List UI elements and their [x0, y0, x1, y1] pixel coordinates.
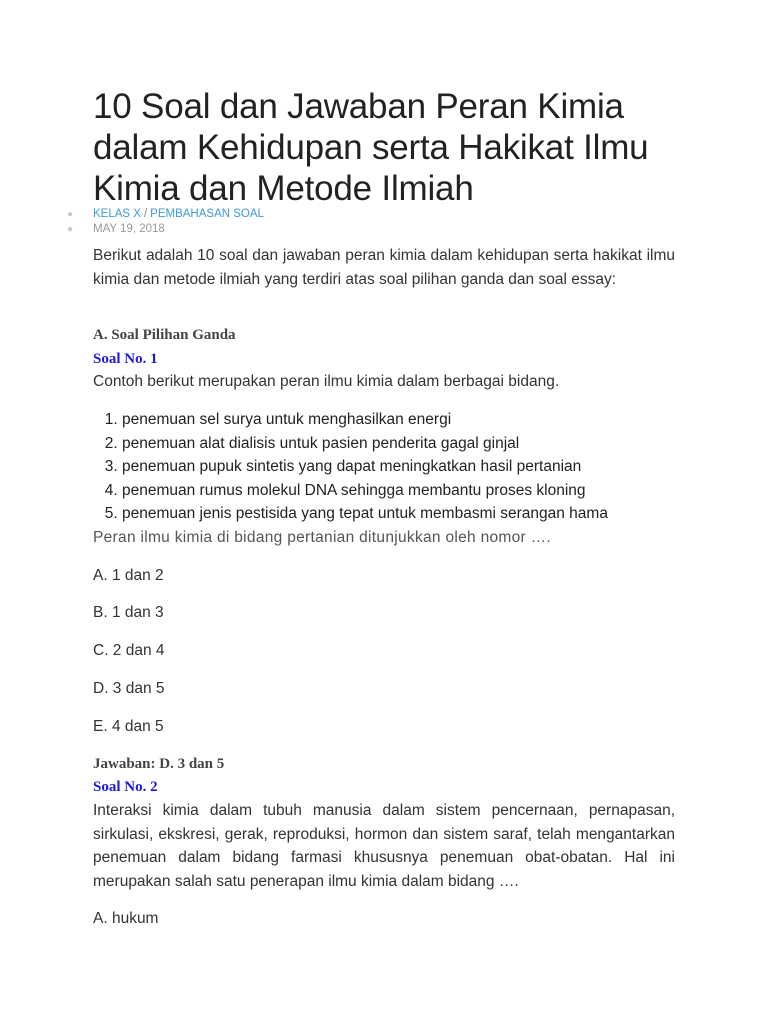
- question-1-label: Soal No. 1: [93, 351, 158, 367]
- intro-paragraph: Berikut adalah 10 soal dan jawaban peran kimia dalam kehidupan serta hakikat ilmu kimia dan metode ilmiah yang terdiri atas soal pilihan ganda dan soal essay:: [93, 247, 675, 288]
- post-date: MAY 19, 2018: [93, 223, 165, 235]
- question-2-option-a: A. hukum: [93, 910, 159, 927]
- option-b: B. 1 dan 3: [93, 604, 164, 621]
- category-link-pembahasan-soal[interactable]: PEMBAHASAN SOAL: [150, 208, 264, 220]
- option-c: C. 2 dan 4: [93, 642, 165, 659]
- article-meta: [67, 207, 667, 237]
- list-item: 2. penemuan alat dialisis untuk pasien penderita gagal ginjal: [122, 432, 608, 456]
- bullet-icon: ●: [67, 224, 74, 235]
- question-2-text: Interaksi kimia dalam tubuh manusia dalam sistem pencernaan, pernapasan, sirkulasi, ekskresi, gerak, reproduksi, hormon dan sistem saraf, telah mengantarkan penemuan dalam bidang farmasi khususnya penemuan obat-obatan. Hal ini merupakan salah satu penerapan ilmu kimia dalam bidang ….: [93, 802, 675, 890]
- question-1-text: Contoh berikut merupakan peran ilmu kimia dalam berbagai bidang.: [93, 373, 560, 390]
- option-d: D. 3 dan 5: [93, 680, 165, 697]
- question-1-list: [93, 408, 608, 526]
- option-a: A. 1 dan 2: [93, 567, 164, 584]
- list-item: 5. penemuan jenis pestisida yang tepat untuk membasmi serangan hama: [122, 502, 608, 526]
- question-1-prompt: Peran ilmu kimia di bidang pertanian ditunjukkan oleh nomor ….: [93, 529, 552, 546]
- article-title: 10 Soal dan Jawaban Peran Kimia dalam Kehidupan serta Hakikat Ilmu Kimia dan Metode Ilmiah: [93, 87, 649, 208]
- list-item: 1. penemuan sel surya untuk menghasilkan energi: [122, 408, 608, 432]
- category-separator: /: [143, 208, 148, 220]
- question-2-label: Soal No. 2: [93, 779, 158, 795]
- meta-date: [67, 222, 667, 237]
- list-item: 3. penemuan pupuk sintetis yang dapat meningkatkan hasil pertanian: [122, 455, 608, 479]
- bullet-icon: ●: [67, 209, 74, 220]
- list-item: 4. penemuan rumus molekul DNA sehingga membantu proses kloning: [122, 479, 608, 503]
- question-1-answer: Jawaban: D. 3 dan 5: [93, 756, 225, 772]
- option-e: E. 4 dan 5: [93, 718, 164, 735]
- category-link-kelas-x[interactable]: KELAS X: [93, 208, 141, 220]
- meta-categories: [67, 207, 667, 222]
- section-heading: A. Soal Pilihan Ganda: [93, 327, 236, 343]
